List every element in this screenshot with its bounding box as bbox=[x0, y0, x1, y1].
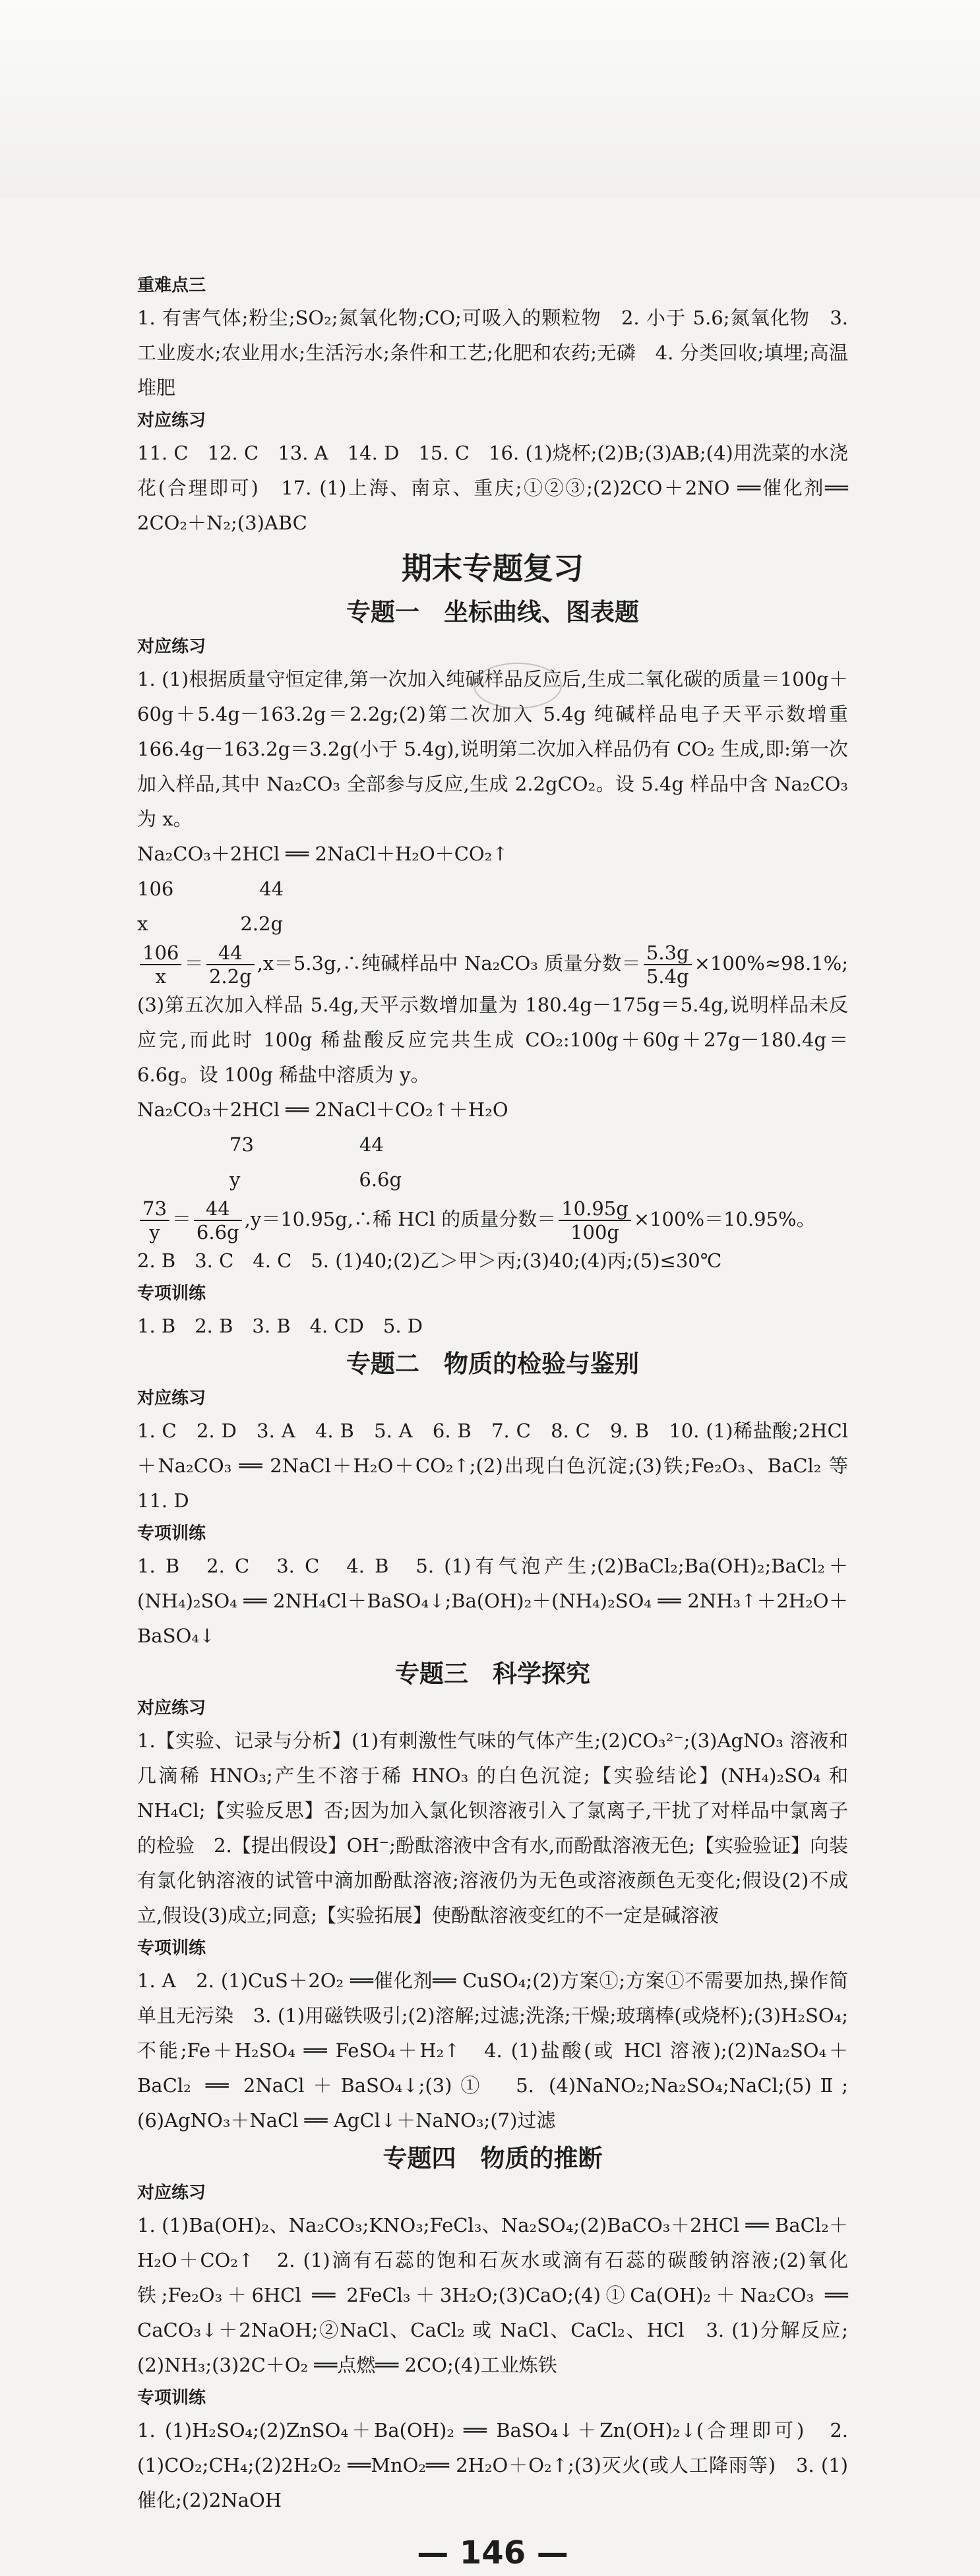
eq2-unknown-y: y bbox=[230, 1168, 241, 1191]
top-blank-area bbox=[0, 0, 980, 198]
topic1-equation2: Na₂CO₃＋2HCl ══ 2NaCl＋CO₂↑＋H₂O bbox=[137, 1098, 508, 1121]
topic3-title: 专题三 科学探究 bbox=[395, 1659, 590, 1688]
eq1-unknown-x: x bbox=[137, 913, 148, 935]
section3-practice: 11. C 12. C 13. A 14. D 15. C 16. (1)烧杯;(2)B;(3)AB;(4)用洗菜的水浇花(合理即可) 17. (1)上海、南京、重庆;①②③;(2)2CO＋2NO ══催化剂══ 2CO₂＋N₂;(3)ABC bbox=[137, 442, 848, 534]
topic3-practice: 1.【实验、记录与分析】(1)有刺激性气味的气体产生;(2)CO₃²⁻;(3)AgNO₃ 溶液和几滴稀 HNO₃;产生不溶于稀 HNO₃ 的白色沉淀;【实验结论】(NH₄)₂SO₄ 和 NH₄Cl;【实验反思】否;因为加入氯化钡溶液引入了氯离子,干扰了对样品中氯离子的检验 2.【提出假设】OH⁻;酚酞溶液中含有水,而酚酞溶液无色;【实验验证】向装有氯化钠溶液的试管中滴加酚酞溶液;溶液仍为无色或溶液颜色无变化;假设(2)不成立,假设(3)成立;同意;【实验拓展】使酚酞溶液变红的不一定是碱溶液 bbox=[137, 1729, 848, 1927]
topic4-practice-label: 对应练习 bbox=[137, 2183, 206, 2203]
topic1-para3: $\frac{73}{y}$ ＝ $\frac{44}{6.6g}$ ,y＝10.95g,∴稀 HCl 的质量分数＝ $\frac{10.95g}{100g}$ ×100%＝10.95%。 bbox=[137, 1197, 848, 1243]
topic2-practice-label: 对应练习 bbox=[137, 1389, 206, 1408]
page-number: — 146 — bbox=[417, 2534, 568, 2571]
topic1-para2: $\frac{106}{x}$ ＝ $\frac{44}{2.2g}$ ,x＝5.3g,∴纯碱样品中 Na₂CO₃ 质量分数＝ $\frac{5.3g}{5.4g}$ ×100%≈98.1%;(3)第五次加入样品 5.4g,天平示数增加量为 180.4g－175g＝5.4g,说明样品未反应完,而此时 100g 稀盐酸反应完共生成 CO₂:100g＋60g＋27g－180.4g＝6.6g。设 100g 稀盐中溶质为 y。 bbox=[137, 942, 848, 1086]
section3-answers: 1. 有害气体;粉尘;SO₂;氮氧化物;CO;可吸入的颗粒物 2. 小于 5.6;氮氧化物 3. 工业废水;农业用水;生活污水;条件和工艺;化肥和农药;无磷 4. 分类回收;填埋;高温堆肥 bbox=[137, 307, 848, 399]
topic1-eq2-unknown bbox=[137, 1162, 848, 1197]
answer-page bbox=[137, 270, 868, 2576]
topic1-special-label: 专项训练 bbox=[137, 1284, 206, 1303]
topic2-practice: 1. C 2. D 3. A 4. B 5. A 6. B 7. C 8. C 9. B 10. (1)稀盐酸;2HCl＋Na₂CO₃ ══ 2NaCl＋H₂O＋CO₂↑;(2)出现白色沉淀;(3)铁;Fe₂O₃、BaCl₂ 等 11. D bbox=[137, 1420, 868, 1512]
topic1-eq2-ratio bbox=[137, 1127, 848, 1162]
topic3-special: 1. A 2. (1)CuS＋2O₂ ══催化剂══ CuSO₄;(2)方案①;方案①不需要加热,操作简单且无污染 3. (1)用磁铁吸引;(2)溶解;过滤;洗涤;干燥;玻璃棒(或烧杯);(3)H₂SO₄;不能;Fe＋H₂SO₄ ══ FeSO₄＋H₂↑ 4. (1)盐酸(或 HCl 溶液);(2)Na₂SO₄＋BaCl₂ ══ 2NaCl＋BaSO₄↓;(3)① 5. (4)NaNO₂;Na₂SO₄;NaCl;(5)Ⅱ;(6)AgNO₃＋NaCl ══ AgCl↓＋NaNO₃;(7)过滤 bbox=[137, 1969, 848, 2132]
topic2-special-label: 专项训练 bbox=[137, 1524, 206, 1543]
topic2-special: 1. B 2. C 3. C 4. B 5. (1)有气泡产生;(2)BaCl₂;Ba(OH)₂;BaCl₂＋(NH₄)₂SO₄ ══ 2NH₄Cl＋BaSO₄↓;Ba(OH)₂＋(NH₄)₂SO₄ ══ 2NH₃↑＋2H₂O＋BaSO₄↓ bbox=[137, 1555, 848, 1647]
topic2-title: 专题二 物质的检验与鉴别 bbox=[346, 1349, 639, 1378]
topic3-practice-label: 对应练习 bbox=[137, 1698, 206, 1718]
section3-practice-label: 对应练习 bbox=[137, 411, 206, 431]
fraction-73-y: $\frac{73}{y}$ bbox=[140, 1197, 169, 1243]
main-title: 期末专题复习 bbox=[402, 551, 584, 586]
topic4-title: 专题四 物质的推断 bbox=[383, 2143, 603, 2172]
topic1-title: 专题一 坐标曲线、图表题 bbox=[346, 597, 639, 626]
topic1-eq1-ratio bbox=[137, 872, 848, 907]
eq2-known-mass: 6.6g bbox=[359, 1168, 402, 1191]
section3-heading: 重难点三 bbox=[137, 276, 206, 295]
topic1-equation1: Na₂CO₃＋2HCl ══ 2NaCl＋H₂O＋CO₂↑ bbox=[137, 843, 508, 865]
fraction-44-2.2g: $\frac{44}{2.2g}$ bbox=[206, 942, 255, 988]
eq2-mass-a: 73 bbox=[230, 1133, 254, 1156]
topic4-special: 1. (1)H₂SO₄;(2)ZnSO₄＋Ba(OH)₂ ══ BaSO₄↓＋Zn(OH)₂↓(合理即可) 2. (1)CO₂;CH₄;(2)2H₂O₂ ══MnO₂══ 2H₂O＋O₂↑;(3)灭火(或人工降雨等) 3. (1)催化;(2)2NaOH bbox=[137, 2419, 848, 2511]
topic1-eq1-unknown bbox=[137, 907, 848, 942]
fraction-106-x: $\frac{106}{x}$ bbox=[140, 942, 181, 988]
topic3-special-label: 专项训练 bbox=[137, 1938, 206, 1958]
fraction-44-6.6g: $\frac{44}{6.6g}$ bbox=[194, 1197, 242, 1243]
eq1-mass-a: 106 bbox=[137, 878, 174, 900]
fraction-5.3g-5.4g: $\frac{5.3g}{5.4g}$ bbox=[644, 942, 692, 988]
topic1-special: 1. B 2. B 3. B 4. CD 5. D bbox=[137, 1315, 423, 1337]
eq1-mass-b: 44 bbox=[259, 878, 284, 900]
fraction-10.95g-100g: $\frac{10.95g}{100g}$ bbox=[559, 1197, 631, 1243]
topic4-special-label: 专项训练 bbox=[137, 2388, 206, 2408]
eq1-known-mass: 2.2g bbox=[240, 913, 284, 935]
topic1-practice-label: 对应练习 bbox=[137, 637, 206, 657]
topic1-para1: 1. (1)根据质量守恒定律,第一次加入纯碱样品反应后,生成二氧化碳的质量＝100g＋60g＋5.4g－163.2g＝2.2g;(2)第二次加入 5.4g 纯碱样品电子天平示数增重 166.4g－163.2g＝3.2g(小于 5.4g),说明第二次加入样品仍有 CO₂ 生成,即:第一次加入样品,其中 Na₂CO₃ 全部参与反应,生成 2.2gCO₂。设 5.4g 样品中含 Na₂CO₃ 为 x。 bbox=[137, 668, 848, 830]
topic1-more-answers: 2. B 3. C 4. C 5. (1)40;(2)乙＞甲＞丙;(3)40;(4)丙;(5)≤30℃ bbox=[137, 1249, 722, 1272]
eq2-mass-b: 44 bbox=[359, 1133, 384, 1156]
topic4-practice: 1. (1)Ba(OH)₂、Na₂CO₃;KNO₃;FeCl₃、Na₂SO₄;(2)BaCO₃＋2HCl ══ BaCl₂＋H₂O＋CO₂↑ 2. (1)滴有石蕊的饱和石灰水或滴有石蕊的碳酸钠溶液;(2)氧化铁;Fe₂O₃＋6HCl ══ 2FeCl₃＋3H₂O;(3)CaO;(4)①Ca(OH)₂＋Na₂CO₃ ══ CaCO₃↓＋2NaOH;②NaCl、CaCl₂ 或 NaCl、CaCl₂、HCl 3. (1)分解反应;(2)NH₃;(3)2C＋O₂ ══点燃══ 2CO;(4)工业炼铁 bbox=[137, 2214, 848, 2376]
